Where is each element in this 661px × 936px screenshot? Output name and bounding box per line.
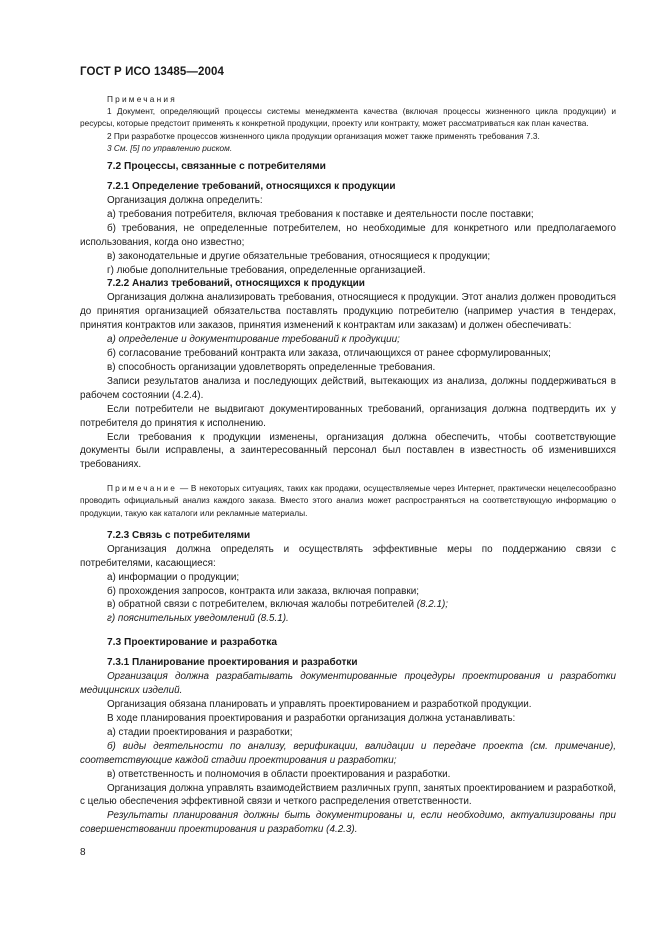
list-item: в) ответственность и полномочия в области проектирования и разработки. — [107, 768, 451, 780]
paragraph: Результаты планирования должны быть документированы и, если необходимо, актуализированы при совершенствовании проектирования и разработки (4.2.3). — [80, 810, 616, 836]
note-2 — [80, 482, 616, 519]
list-item — [80, 598, 616, 612]
note-item-2: 2 При разработке процессов жизненного цикла продукции организация может также применять требования 7.3. — [107, 130, 540, 141]
section-7-2-2-title: 7.2.2 Анализ требований, относящихся к продукции — [107, 278, 365, 290]
list-item: б) виды деятельности по анализу, верификации, валидации и передаче проекта (см. примечание), соответствующие каждой стадии проектирования и разработки; — [80, 740, 616, 766]
list-item: б) требования, не определенные потребителем, но необходимые для конкретного или предполагаемого использования, когда оно известно; — [80, 222, 616, 248]
section-7-2-title: 7.2 Процессы, связанные с потребителями — [107, 161, 326, 173]
note-item-3: 3 См. [5] по управлению риском. — [107, 142, 233, 153]
list-item: а) определение и документирование требований к продукции; — [107, 334, 400, 346]
paragraph: Организация обязана планировать и управлять проектированием и разработкой продукции. — [107, 699, 532, 711]
note-2-label: Примечание — [107, 483, 178, 494]
list-item-text: в) обратной связи с потребителем, включая жалобы потребителей — [107, 599, 417, 611]
list-item: в) способность организации удовлетворять определенные требования. — [107, 361, 436, 373]
section-7-3-title: 7.3 Проектирование и разработка — [107, 637, 278, 649]
section-7-2-1-intro: Организация должна определить: — [107, 195, 263, 207]
list-item: а) информации о продукции; — [107, 571, 240, 583]
paragraph: Организация должна управлять взаимодействием различных групп, занятых проектированием и разработкой, с целью обеспечения эффективной связи и четкого распределения ответственности. — [80, 782, 616, 808]
paragraph: Если потребители не выдвигают документированных требований, организация должна подтвердить их у потребителя до принятия к исполнению. — [80, 403, 616, 429]
list-item: г) пояснительных уведомлений (8.5.1). — [107, 613, 289, 625]
list-item: а) требования потребителя, включая требования к поставке и деятельности после поставки; — [107, 208, 534, 220]
note-heading: Примечания — [107, 94, 177, 104]
note-item-1: 1 Документ, определяющий процессы системы менеджмента качества (включая процессы жизненного цикла продукции) и ресурсы, которые предстоит применять к конкретной продукции, проекту или контракту, может рассматриваться как план качества. — [80, 106, 616, 129]
list-item: в) законодательные и другие обязательные требования, относящиеся к продукции; — [107, 250, 491, 262]
list-item: а) стадии проектирования и разработки; — [107, 726, 293, 738]
section-7-3-1-title: 7.3.1 Планирование проектирования и разработки — [107, 657, 358, 669]
list-item: г) любые дополнительные требования, определенные организацией. — [107, 264, 426, 276]
paragraph: Если требования к продукции изменены, организация должна обеспечить, чтобы соответствующие документы были исправлены, а заинтересованный персонал был поставлен в известность об изменившихся требованиях. — [80, 431, 616, 471]
reference: (8.2.1); — [416, 599, 448, 611]
list-item: б) прохождения запросов, контракта или заказа, включая поправки; — [107, 585, 419, 597]
section-7-2-2-intro: Организация должна анализировать требования, относящиеся к продукции. Этот анализ должен проводиться до принятия организацией обязательства поставлять продукцию потребителю (например участия в тендерах, принятия контрактов или заказов, принятия изменений к контрактам или заказам) и должен обеспечивать: — [80, 292, 616, 332]
list-item: б) согласование требований контракта или заказа, отличающихся от ранее сформулированных; — [107, 348, 551, 360]
section-7-2-3-title: 7.2.3 Связь с потребителями — [107, 529, 251, 541]
section-7-2-1-title: 7.2.1 Определение требований, относящихся к продукции — [107, 181, 396, 193]
paragraph: Организация должна разрабатывать документированные процедуры проектирования и разработки медицинских изделий. — [80, 671, 616, 697]
page-number: 8 — [80, 847, 86, 858]
document-header: ГОСТ Р ИСО 13485—2004 — [80, 66, 225, 78]
page-content — [80, 93, 616, 837]
note-2-text: — В некоторых ситуациях, таких как продажи, осуществляемые через Интернет, практически нецелесообразно проводить официальный анализ каждого заказа. Вместо этого анализ может распространяться на соответствующую информацию о продукции, такую как каталоги или рекламные материалы. — [80, 483, 616, 518]
paragraph: В ходе планирования проектирования и разработки организация должна устанавливать: — [107, 713, 516, 724]
section-7-2-3-intro: Организация должна определять и осуществлять эффективные меры по поддержанию связи с потребителями, касающиеся: — [80, 543, 616, 569]
paragraph: Записи результатов анализа и последующих действий, вытекающих из анализа, должны поддерживаться в рабочем состоянии (4.2.4). — [80, 375, 616, 401]
